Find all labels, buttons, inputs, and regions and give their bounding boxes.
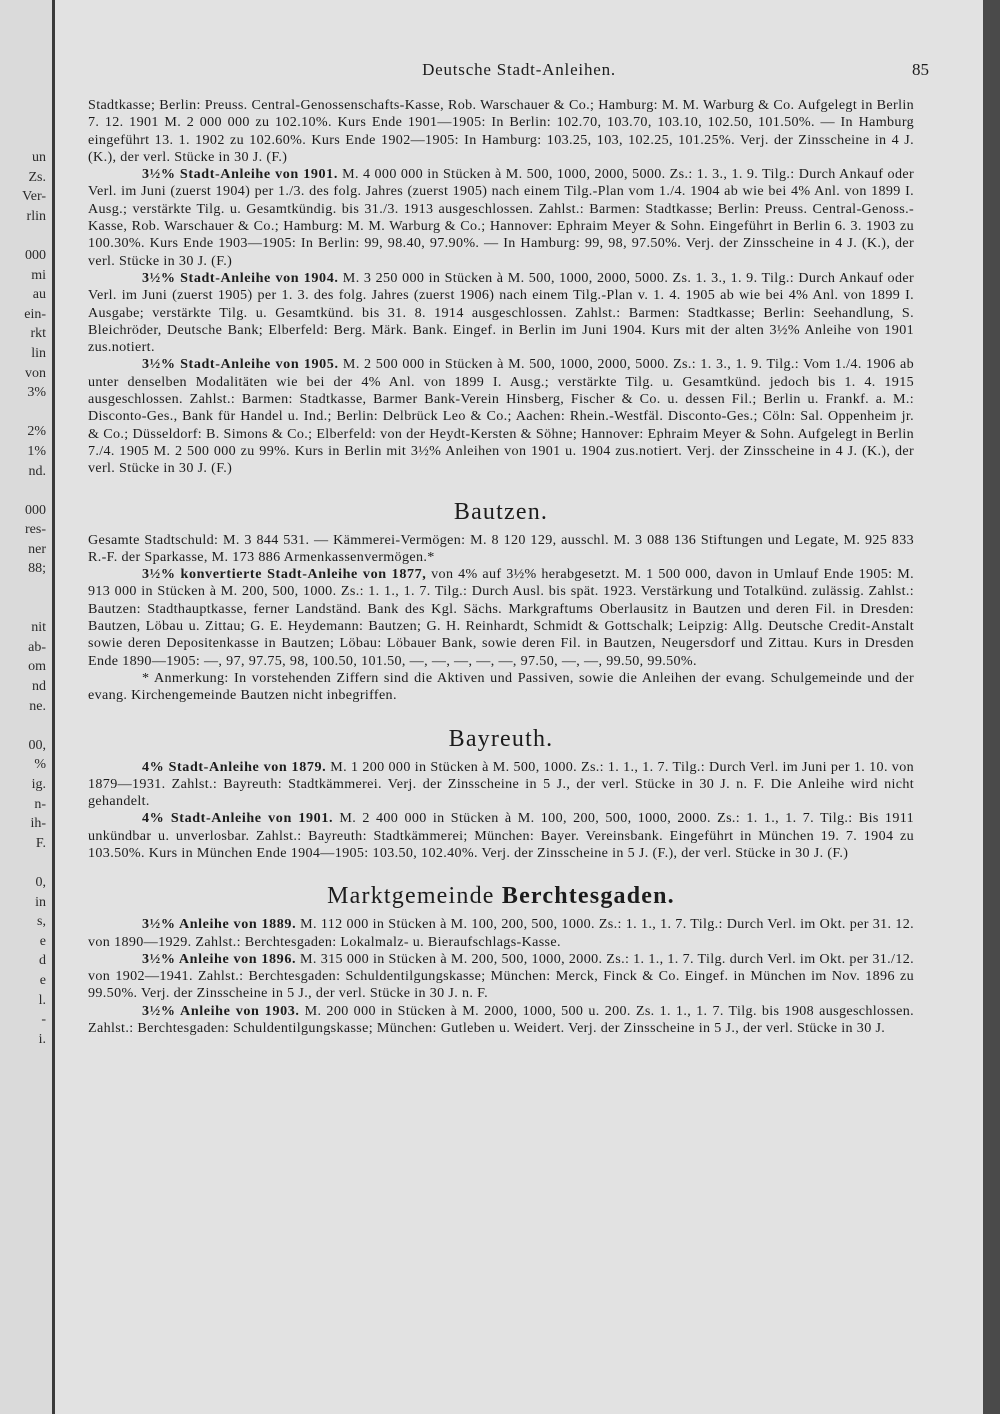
loan-heading: 3½% Stadt-Anleihe von 1901. (142, 166, 338, 183)
loan-text: M. 3 250 000 in Stücken à M. 500, 1000, 2000, 5000. Zs. 1. 3., 1. 9. Tilg.: Durch Ankauf oder Verl. im Juni (zuerst 1905) per 1. 3. des folg. Jahres (zuerst 1906) nach einem Tilg.-Plan v. 1. 4. 1905 ab wie bei 4% Anl. von 1899 I. Ausgabe; verstärkte Tilg. u. Gesamtkünd. bis 31. 8. 1914 ausgeschlossen. Zahlst.: Barmen: Stadtkasse; Berlin: Seehandlung, S. Bleichröder, Deutsche Bank; Elberfeld: Berg. Märk. Bank. Eingef. in Berlin im Juni 1904. Kurs mit der alten 3½% Anleihe von 1901 zus.notiert. (88, 269, 915, 356)
loan-text: M. 2 500 000 in Stücken à M. 500, 1000, 2000, 5000. Zs.: 1. 3., 1. 9. Tilg.: Vom 1./4. 1906 ab unter denselben Modalitäten wie bei der 4% Anl. von 1899 I. Ausg.; verstärkte Tilg. u. Gesamtkünd. jedoch bis 1. 4. 1915 ausgeschlossen. Zahlst.: Barmen: Stadtkasse, Barmer Bank-Verein Hinsberg, Fischer & Co. u. dessen Fil.; Berlin u. Frankf. a. M.: Disconto-Ges., Bank für Handel u. Ind.; Berlin: Delbrück Leo & Co.; Aachen: Rhein.-Westfäl. Disconto-Ges.; Cöln: Sal. Oppenheim jr. & Co.; Düsseldorf: B. Simons & Co.; Elberfeld: von der Heydt-Kersten & Söhne; Hannover: Ephraim Meyer & Sohn. Aufgelegt in Berlin 7./4. 1905 M. 2 500 000 zu 99%. Kurs in Berlin mit 3½% Anleihen von 1901 u. 1904 zus.notiert. Verj. der Zinsscheine in 4 J. (K.), der verl. Stücke in 30 J. (F.) (88, 356, 914, 477)
loan-heading: 3½% konvertierte Stadt-Anleihe von 1877, (142, 566, 427, 583)
city-name-prefix: Marktgemeinde (327, 883, 502, 910)
continued-paragraph: Stadtkasse; Berlin: Preuss. Central-Genossenschafts-Kasse, Rob. Warschauer & Co.; Hamburg: M. M. Warburg & Co. Aufgelegt in Berlin 7. 12. 1901 M. 2 000 000 zu 102.10%. Kurs Ende 1901—1905: In Berlin: 102.70, 103.70, 103.10, 102.50, 101.50%. — In Hamburg eingeführt 13. 1. 1902 zu 102.60%. Kurs Ende 1902—1905: In Hamburg: 103.25, 103, 102.25, 101.25%. Verj. der Zinsscheine in 4 J. (K.), der verl. Stücke in 30 J. (F.) (88, 97, 914, 165)
loan-text: M. 2 400 000 in Stücken à M. 100, 200, 500, 1000, 2000. Zs.: 1. 1., 1. 7. Tilg.: Bis 1911 unkündbar u. unverlosbar. Zahlst.: Bayreuth: Stadtkämmerei; München: Bayer. Vereinsbank. Eingeführt in München 19. 7. 1904 zu 103.50%. Kurs in München Ende 1904—1905: 103.50, 102.40%. Verj. der Zinsscheine in 5 J. (F.), der verl. Stücke in 30 J. (F.) (88, 810, 914, 861)
city-heading (88, 882, 914, 910)
loan-entry (88, 759, 914, 811)
loan-heading: 3½% Anleihe von 1889. (142, 916, 297, 933)
loan-text: von 4% auf 3½% herabgesetzt. M. 1 500 000, davon in Umlauf Ende 1905: M. 913 000 in Stücken à M. 200, 500, 1000. Zs.: 1. 1., 1. 7. Tilg.: Durch Ausl. bis spät. 1923. Verstärkung und Totalkünd. zulässig. Zahlst.: Bautzen: Stadthauptkasse, ferner Landständ. Bank des Kgl. Sächs. Markgraftums Oberlausitz in Bautzen und deren Fil. in Dresden: Bautzen, Löbau u. Zittau; G. E. Heydemann: Bautzen; G. H. Reinhardt, Schmidt & Gottschalk; Leipzig: Allg. Deutsche Credit-Anstalt sowie deren Depositenkasse in Bautzen; Löbau: Löbauer Bank, sowie deren Fil. in Bautzen, Neugersdorf und Zittau. Kurs in Dresden Ende 1890—1905: —, 97, 97.75, 98, 100.50, 101.50, —, —, —, —, —, 97.50, —, —, 99.50, 99.50%. (88, 566, 914, 669)
loan-heading: 3½% Anleihe von 1896. (142, 950, 297, 967)
city-heading (88, 725, 914, 753)
loan-entry (88, 916, 914, 951)
left-page-text-fragments: un Zs. Ver- rlin 000 mi au ein- rkt lin von 3% 2% 1% nd. 000 res- ner 88; nit ab- om nd ne. 00, % ig. n- ih- F. 0, in s, e d e l. - i. (22, 150, 46, 1047)
city-name: Berchtesgaden. (501, 883, 675, 910)
loan-entry (88, 810, 914, 862)
loan-text: M. 4 000 000 in Stücken à M. 500, 1000, 2000, 5000. Zs.: 1. 3., 1. 9. Tilg.: Durch Ankauf oder Verl. im Juni (zuerst 1904) per 1./3. des folg. Jahres (zuerst 1905) nach einem Tilg.-Plan vom 1./4. 1904 ab wie bei 4% Anl. von 1899 I. Ausg.; verstärkte Tilg. u. Gesamtkündig. bis 31./3. 1913 ausgeschlossen. Zahlst.: Barmen: Stadtkasse; Berlin: Preuss. Central-Genoss.-Kasse, Rob. Warschauer & Co.; Hamburg: M. M. Warburg & Co.; Hannover: Ephraim Meyer & Sohn. Eingeführt in Berlin 6. 3. 1903 zu 100.30%. Kurs Ende 1903—1905: In Berlin: 99, 98.40, 97.90%. — In Hamburg: 99, 98, 97.50%. Verj. der Zinsscheine in 4 J. (K.), der verl. Stücke in 30 J. (F.) (88, 166, 914, 269)
loan-entry (88, 356, 914, 477)
loan-entry (88, 270, 914, 356)
loan-entry (88, 166, 914, 270)
running-head: Deutsche Stadt-Anleihen. (422, 60, 616, 79)
page-body (88, 97, 914, 1037)
loan-entry (88, 566, 914, 670)
loan-text: M. 315 000 in Stücken à M. 200, 500, 1000, 2000. Zs.: 1. 1., 1. 7. Tilg. durch Verl. im Okt. per 31./12. von 1902—1941. Zahlst.: Berchtesgaden: Schuldentilgungskasse; München: Merck, Finck & Co. Eingef. in München im Nov. 1896 zu 99.50%. Verj. der Zinsscheine in 5 J., der verl. Stücke in 30 J. n. F. (88, 950, 914, 1002)
page-edge-shadow (983, 0, 1000, 1414)
city-finance-summary: Gesamte Stadtschuld: M. 3 844 531. — Kämmerei-Vermögen: M. 8 120 129, ausschl. M. 3 088 136 Stiftungen und Legate, M. 925 833 R.-F. der Sparkasse, M. 173 886 Armenkassenvermögen.* (88, 531, 914, 565)
loan-heading: 4% Stadt-Anleihe von 1879. (142, 758, 327, 775)
loan-heading: 3½% Stadt-Anleihe von 1905. (142, 356, 339, 373)
city-name: Bautzen. (453, 498, 549, 525)
loan-text: M. 1 200 000 in Stücken à M. 500, 1000. Zs.: 1. 1., 1. 7. Tilg.: Durch Verl. im Juni per 1. 10. von 1879—1931. Zahlst.: Bayreuth: Stadtkämmerei. Verj. der Zinsscheine in 5 J., der verl. Stücke in 30 J. n. F. Die Anleihe wird nicht gehandelt. (88, 758, 914, 810)
book-page (55, 0, 983, 1414)
loan-text: M. 200 000 in Stücken à M. 2000, 1000, 500 u. 200. Zs. 1. 1., 1. 7. Tilg. bis 1908 ausgeschlossen. Zahlst.: Berchtesgaden: Schuldentilgungskasse; München: Gutleben u. Weidert. Verj. der Zinsscheine in 5 J., der verl. Stücke in 30 J. (88, 1002, 914, 1037)
city-heading (88, 498, 914, 526)
loan-heading: 3½% Anleihe von 1903. (142, 1002, 300, 1019)
loan-entry (88, 1003, 914, 1038)
loan-heading: 3½% Stadt-Anleihe von 1904. (142, 269, 339, 286)
footnote: * Anmerkung: In vorstehenden Ziffern sind die Aktiven und Passiven, sowie die Anleihen der evang. Schulgemeinde und der evang. Kirchengemeinde Bautzen nicht inbegriffen. (88, 669, 914, 704)
city-name: Bayreuth. (448, 725, 554, 752)
left-page-margin (0, 0, 55, 1414)
loan-text: M. 112 000 in Stücken à M. 100, 200, 500, 1000. Zs.: 1. 1., 1. 7. Tilg.: Durch Verl. im Okt. per 31. 12. von 1890—1929. Zahlst.: Berchtesgaden: Lokalmalz- u. Bieraufschlags-Kasse. (88, 916, 914, 950)
loan-heading: 4% Stadt-Anleihe von 1901. (142, 810, 334, 827)
loan-entry (88, 951, 914, 1003)
page-number: 85 (912, 60, 929, 79)
